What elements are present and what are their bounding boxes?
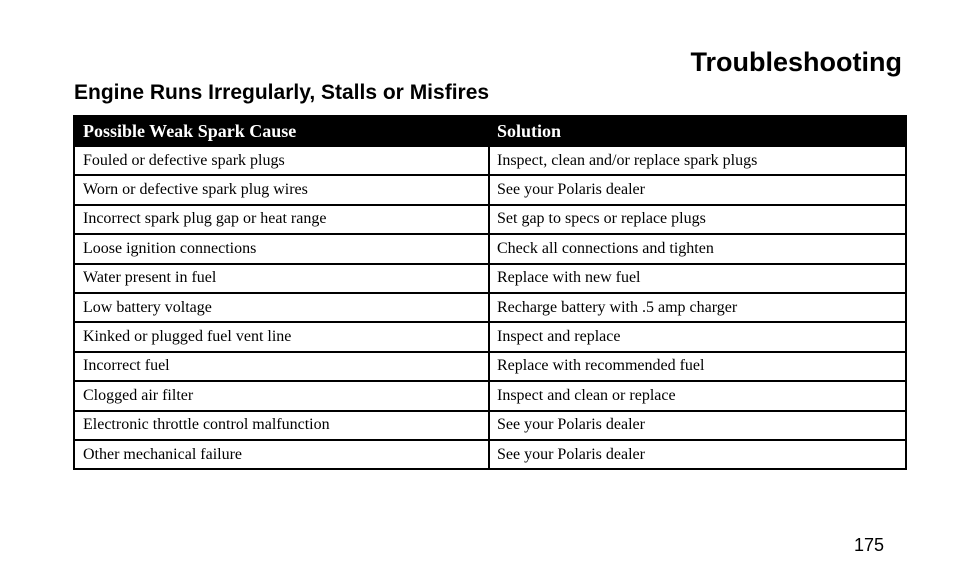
cause-cell: Incorrect spark plug gap or heat range <box>74 205 489 234</box>
cause-cell: Incorrect fuel <box>74 352 489 381</box>
cause-cell: Loose ignition connections <box>74 234 489 263</box>
solution-cell: Recharge battery with .5 amp charger <box>489 293 906 322</box>
solution-cell: Check all connections and tighten <box>489 234 906 263</box>
table-row <box>74 440 906 469</box>
solution-cell: Inspect and clean or replace <box>489 381 906 410</box>
table-row <box>74 234 906 263</box>
table-header-row <box>74 116 906 146</box>
table-row <box>74 293 906 322</box>
solution-cell: Inspect, clean and/or replace spark plugs <box>489 146 906 175</box>
cause-cell: Other mechanical failure <box>74 440 489 469</box>
table-row <box>74 264 906 293</box>
cause-cell: Low battery voltage <box>74 293 489 322</box>
table-row <box>74 381 906 410</box>
cause-cell: Electronic throttle control malfunction <box>74 411 489 440</box>
column-header-cause: Possible Weak Spark Cause <box>74 116 489 146</box>
solution-cell: See your Polaris dealer <box>489 175 906 204</box>
cause-cell: Kinked or plugged fuel vent line <box>74 322 489 351</box>
solution-cell: Inspect and replace <box>489 322 906 351</box>
solution-cell: See your Polaris dealer <box>489 440 906 469</box>
table-row <box>74 352 906 381</box>
table-row <box>74 205 906 234</box>
table-row <box>74 322 906 351</box>
table-row <box>74 411 906 440</box>
solution-cell: See your Polaris dealer <box>489 411 906 440</box>
solution-cell: Replace with new fuel <box>489 264 906 293</box>
section-title: Engine Runs Irregularly, Stalls or Misfires <box>74 81 490 104</box>
table-row <box>74 146 906 175</box>
troubleshooting-table <box>73 115 907 470</box>
cause-cell: Worn or defective spark plug wires <box>74 175 489 204</box>
cause-cell: Water present in fuel <box>74 264 489 293</box>
table-row <box>74 175 906 204</box>
cause-cell: Fouled or defective spark plugs <box>74 146 489 175</box>
column-header-solution: Solution <box>489 116 906 146</box>
solution-cell: Replace with recommended fuel <box>489 352 906 381</box>
cause-cell: Clogged air filter <box>74 381 489 410</box>
solution-cell: Set gap to specs or replace plugs <box>489 205 906 234</box>
page-number: 175 <box>854 535 885 555</box>
page-title: Troubleshooting <box>690 47 902 77</box>
